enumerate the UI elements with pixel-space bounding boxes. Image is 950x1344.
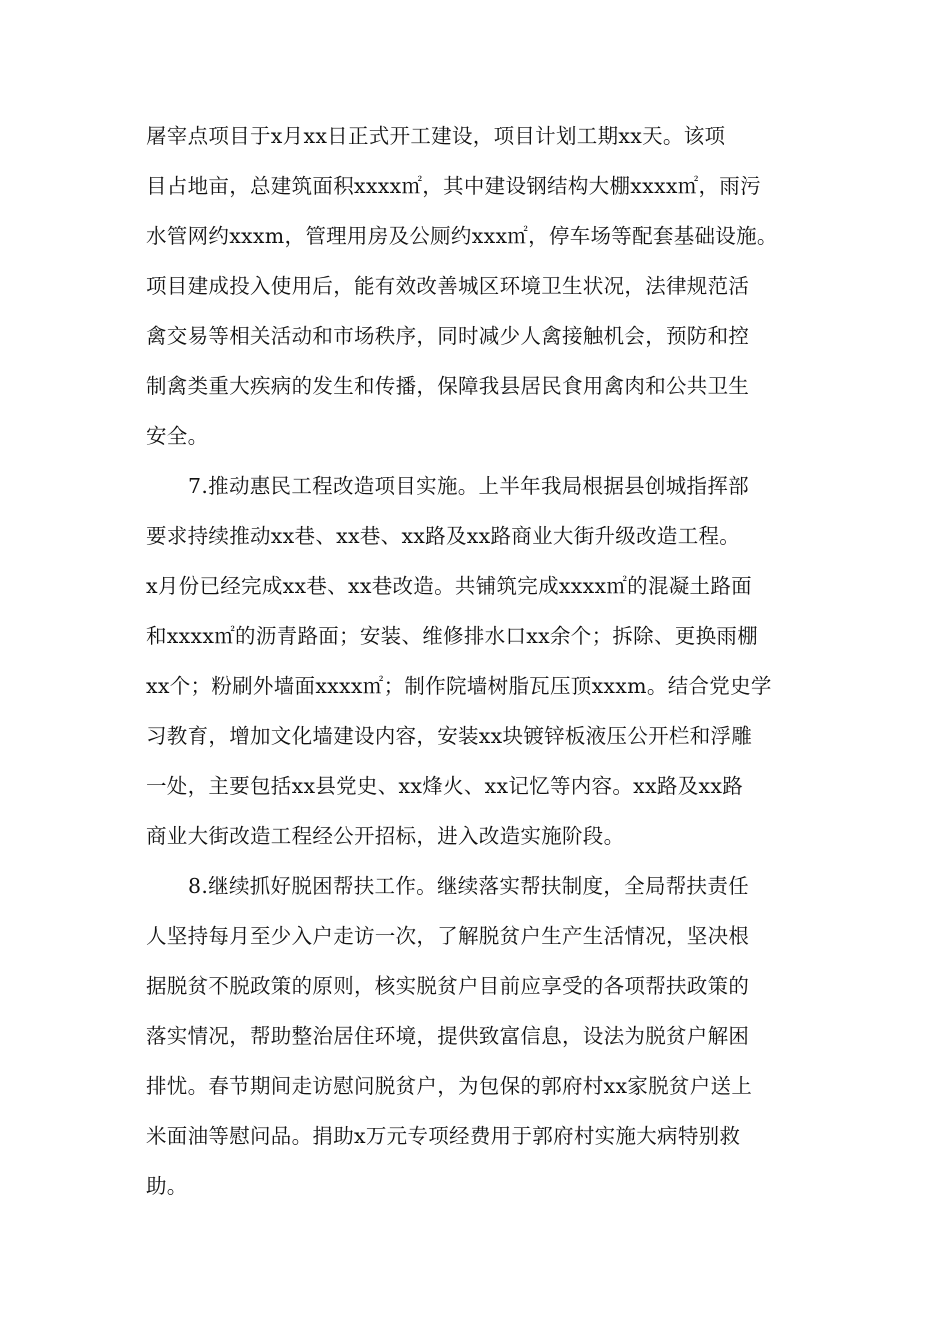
text-line: 水管网约xxxm，管理用房及公厕约xxx㎡，停车场等配套基础设施。 xyxy=(146,224,778,248)
text-line: 商业大街改造工程经公开招标，进入改造实施阶段。 xyxy=(146,824,625,848)
text-line: 习教育，增加文化墙建设内容，安装xx块镀锌板液压公开栏和浮雕 xyxy=(146,724,753,748)
text-line: xx个；粉刷外墙面xxxx㎡；制作院墙树脂瓦压顶xxxm。结合党史学 xyxy=(146,674,772,698)
text-line: 要求持续推动xx巷、xx巷、xx路及xx路商业大街升级改造工程。 xyxy=(146,524,741,548)
paragraph-item-7 xyxy=(146,461,826,861)
text-line-first: 8.继续抓好脱困帮扶工作。继续落实帮扶制度，全局帮扶责任 xyxy=(188,874,749,898)
text-line: 据脱贫不脱政策的原则，核实脱贫户目前应享受的各项帮扶政策的 xyxy=(146,974,750,998)
text-line-first: 7.推动惠民工程改造项目实施。上半年我局根据县创城指挥部 xyxy=(188,474,749,498)
text-line: 落实情况，帮助整治居住环境，提供致富信息，设法为脱贫户解困 xyxy=(146,1024,750,1048)
text-line: 人坚持每月至少入户走访一次，了解脱贫户生产生活情况，坚决根 xyxy=(146,924,750,948)
text-line: 米面油等慰问品。捐助x万元专项经费用于郭府村实施大病特别救 xyxy=(146,1124,741,1148)
document-body xyxy=(146,111,826,1211)
text-line: 安全。 xyxy=(146,424,209,448)
text-line: 项目建成投入使用后，能有效改善城区环境卫生状况，法律规范活 xyxy=(146,274,750,298)
paragraph-project-continued xyxy=(146,111,826,461)
text-line: 助。 xyxy=(146,1174,188,1198)
text-line: 制禽类重大疾病的发生和传播，保障我县居民食用禽肉和公共卫生 xyxy=(146,374,750,398)
text-line: 屠宰点项目于x月xx日正式开工建设，项目计划工期xx天。该项 xyxy=(146,124,726,148)
text-line: x月份已经完成xx巷、xx巷改造。共铺筑完成xxxx㎡的混凝土路面 xyxy=(146,574,752,598)
text-line: 禽交易等相关活动和市场秩序，同时减少人禽接触机会，预防和控 xyxy=(146,324,750,348)
text-line: 和xxxx㎡的沥青路面；安装、维修排水口xx余个；拆除、更换雨棚 xyxy=(146,624,758,648)
text-line: 一处，主要包括xx县党史、xx烽火、xx记忆等内容。xx路及xx路 xyxy=(146,774,744,798)
paragraph-item-8 xyxy=(146,861,826,1211)
text-line: 排忧。春节期间走访慰问脱贫户，为包保的郭府村xx家脱贫户送上 xyxy=(146,1074,753,1098)
text-line: 目占地亩，总建筑面积xxxx㎡，其中建设钢结构大棚xxxx㎡，雨污 xyxy=(146,174,761,198)
